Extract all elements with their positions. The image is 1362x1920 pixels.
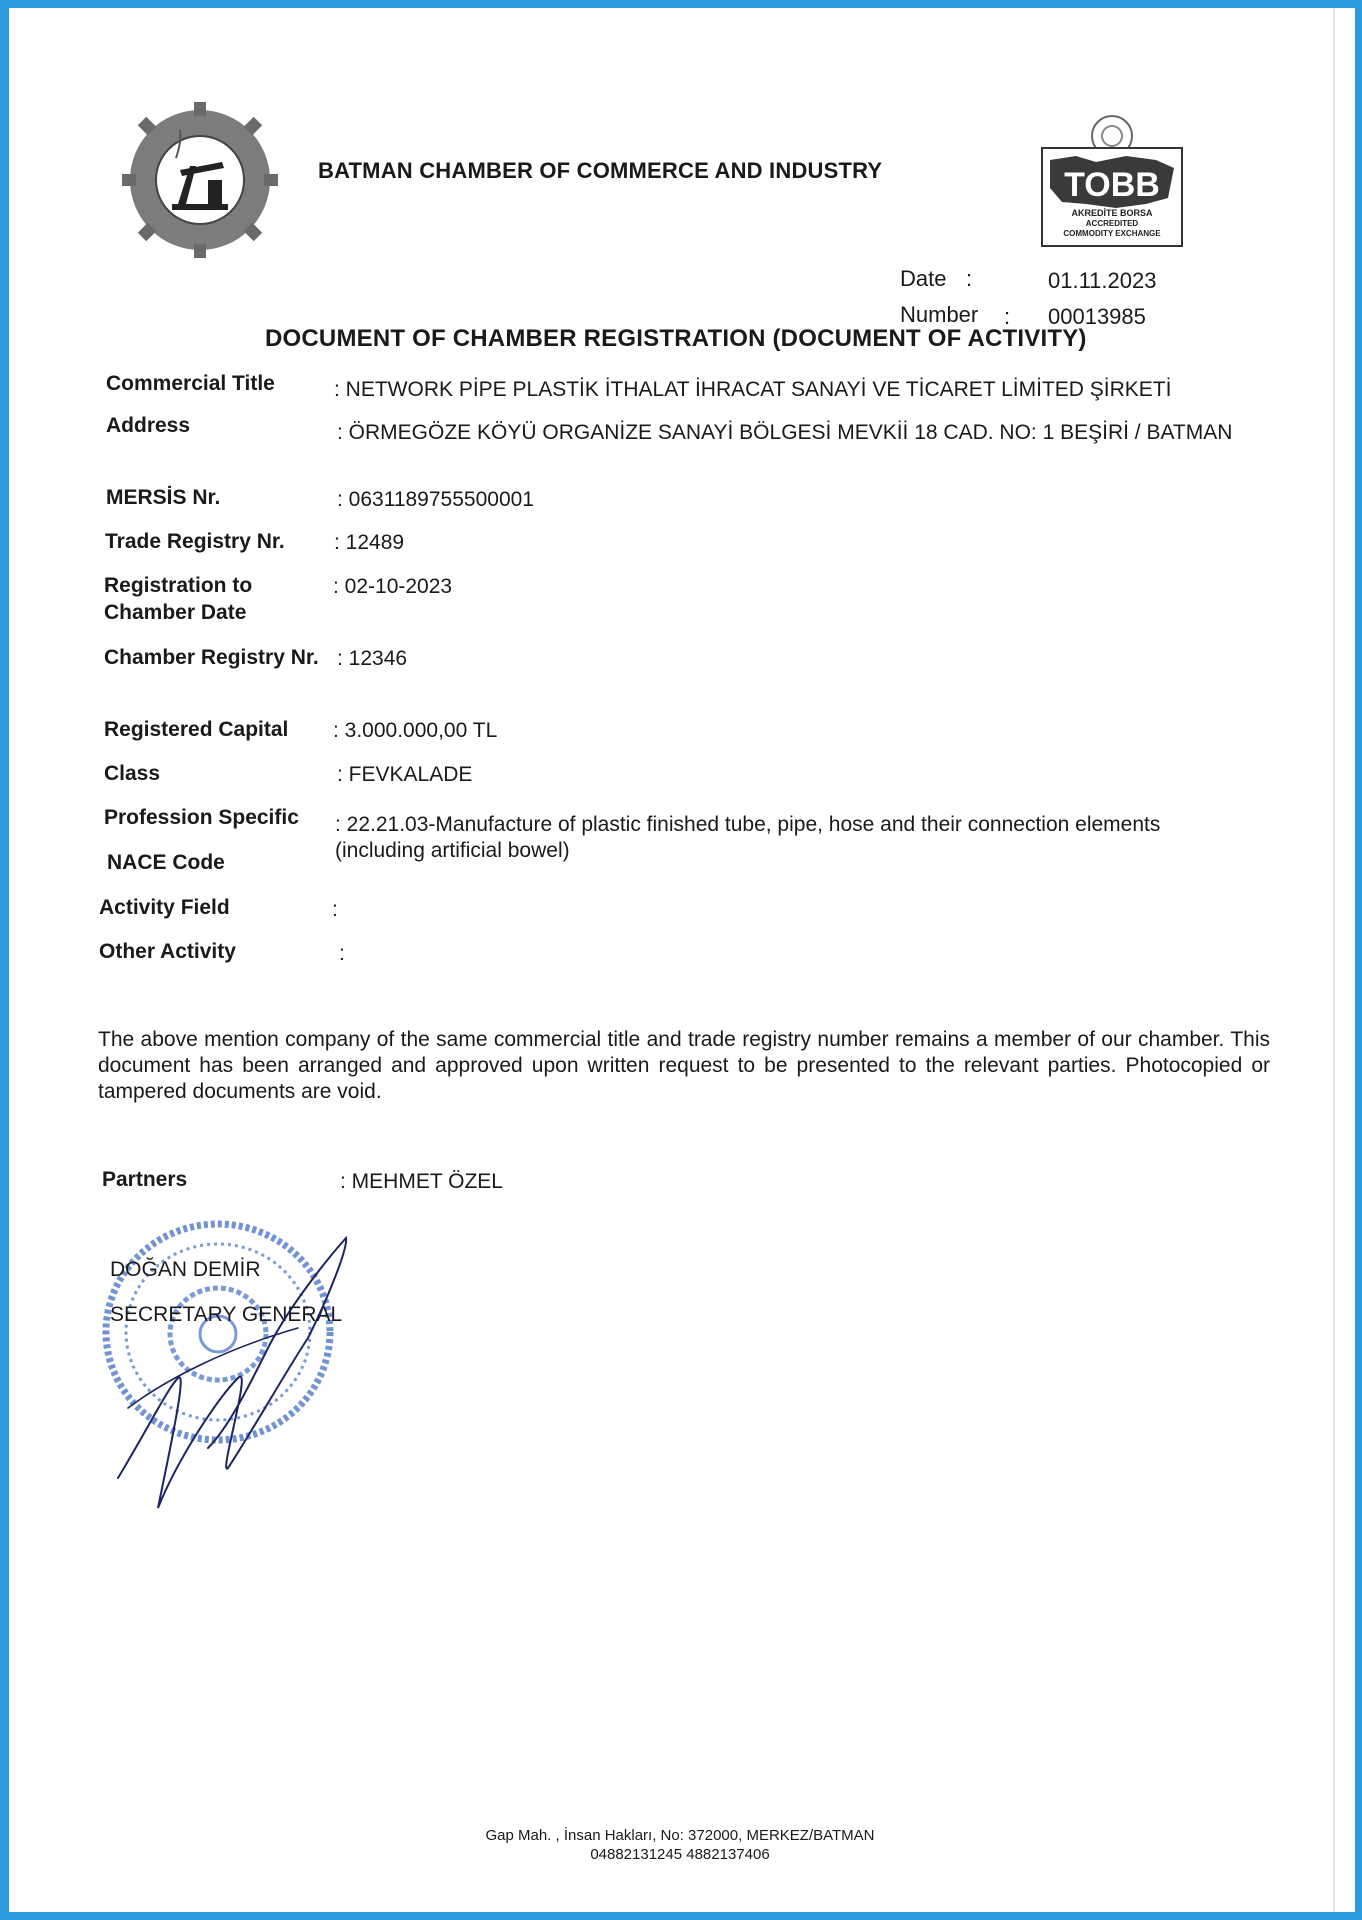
registered-capital-value: : 3.000.000,00 TL — [333, 719, 498, 742]
trade-registry-label: Trade Registry Nr. — [105, 530, 285, 553]
mersis-label: MERSİS Nr. — [106, 486, 221, 509]
tobb-text: TOBB — [1064, 166, 1160, 204]
footer-address: Gap Mah. , İnsan Hakları, No: 372000, MERKEZ/BATMAN — [485, 1827, 875, 1844]
membership-statement: The above mention company of the same commercial title and trade registry number remains a member of our chamber. This document has been arranged and approved upon written request to be presented to the relevant parties. Photocopied or tampered documents are void. — [98, 1028, 1270, 1103]
profession-value: : 22.21.03-Manufacture of plastic finished tube, pipe, hose and their connection elements (including artificial bowel) — [335, 813, 1161, 862]
class-value: : FEVKALADE — [337, 763, 473, 786]
chamber-seal-logo — [120, 100, 280, 260]
footer-phones: 04882131245 4882137406 — [590, 1846, 770, 1863]
registered-capital-label: Registered Capital — [104, 718, 289, 741]
date-label: Date — [900, 266, 947, 291]
other-activity-value: : — [339, 942, 345, 965]
class-label: Class — [104, 762, 161, 785]
paper-edge — [1333, 8, 1335, 1912]
date-colon: : — [966, 266, 973, 291]
number-value: 00013985 — [1048, 304, 1146, 329]
registration-date-value: : 02-10-2023 — [333, 575, 453, 598]
document-title: DOCUMENT OF CHAMBER REGISTRATION (DOCUMENT OF ACTIVITY) — [265, 325, 1087, 352]
chamber-registry-value: : 12346 — [337, 647, 408, 670]
address-label: Address — [106, 414, 191, 437]
tobb-sub1: AKREDİTE BORSA — [1071, 208, 1153, 218]
number-colon: : — [1004, 304, 1011, 329]
profession-label: Profession Specific — [104, 806, 299, 829]
commercial-title-value: : NETWORK PİPE PLASTİK İTHALAT İHRACAT SANAYİ VE TİCARET LİMİTED ŞİRKETİ — [334, 378, 1172, 401]
handwritten-signature — [108, 1228, 368, 1518]
activity-field-label: Activity Field — [99, 896, 230, 919]
tobb-logo — [1036, 112, 1188, 252]
partners-value: : MEHMET ÖZEL — [340, 1170, 503, 1193]
tobb-sub2: ACCREDITED — [1085, 219, 1139, 228]
date-value: 01.11.2023 — [1048, 268, 1157, 293]
address-value: : ÖRMEGÖZE KÖYÜ ORGANİZE SANAYİ BÖLGESİ MEVKİİ 18 CAD. NO: 1 BEŞİRİ / BATMAN — [337, 421, 1233, 444]
activity-field-value: : — [332, 898, 338, 921]
partners-label: Partners — [102, 1168, 188, 1191]
mersis-value: : 0631189755500001 — [337, 488, 534, 511]
signatory-name: DOĞAN DEMİR — [110, 1258, 261, 1281]
other-activity-label: Other Activity — [99, 940, 236, 963]
nace-code-label: NACE Code — [107, 851, 225, 874]
commercial-title-label: Commercial Title — [106, 372, 275, 395]
number-label: Number — [900, 302, 979, 327]
chamber-name: BATMAN CHAMBER OF COMMERCE AND INDUSTRY — [318, 158, 883, 183]
chamber-registry-label: Chamber Registry Nr. — [104, 646, 319, 669]
trade-registry-value: : 12489 — [334, 531, 405, 554]
signatory-role: SECRETARY GENERAL — [110, 1303, 343, 1326]
tobb-sub3: COMMODITY EXCHANGE — [1063, 229, 1161, 238]
registration-date-label: Registration to Chamber Date — [104, 574, 253, 624]
